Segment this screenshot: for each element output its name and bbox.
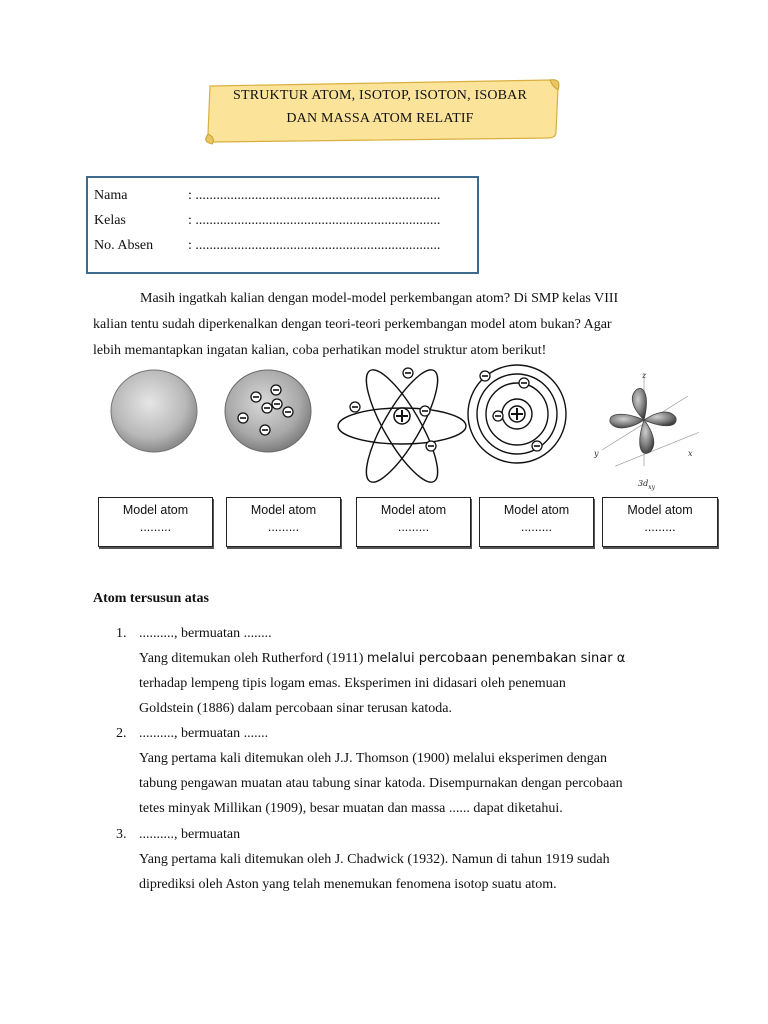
worksheet-title: [205, 84, 555, 130]
orbital-label: $3d_{xy}$: [638, 479, 655, 491]
class-field[interactable]: : ......................................................................: [188, 213, 441, 228]
list-number: 1.: [116, 626, 127, 641]
model-box-blank: .........: [520, 520, 553, 534]
model-box-blank: .........: [644, 520, 676, 534]
model-label-box-5[interactable]: [602, 497, 718, 547]
model-box-blank: .........: [139, 520, 172, 534]
orbital-model-figure: [590, 366, 700, 494]
identity-label: Nama: [94, 188, 128, 203]
intro-paragraph: [93, 286, 683, 364]
intro-line: lebih memantapkan ingatan kalian, coba perhatikan model struktur atom berikut!: [93, 343, 547, 358]
model-box-title: Model atom: [503, 503, 570, 517]
title-line-1: STRUKTUR ATOM, ISOTOP, ISOTON, ISOBAR: [232, 88, 528, 103]
axis-y-label: y: [594, 449, 599, 458]
model-box-title: Model atom: [380, 503, 447, 517]
item-text-line: [139, 651, 699, 667]
item-text-part: Yang ditemukan oleh Rutherford (1911): [139, 651, 367, 666]
list-number: 3.: [116, 827, 127, 842]
thomson-model-figure: [222, 369, 314, 455]
item-heading: .........., bermuatan ........: [139, 626, 272, 641]
list-number: 2.: [116, 726, 127, 741]
model-label-box-4[interactable]: [479, 497, 594, 547]
item-text-part: melalui percobaan penembakan sinar α: [366, 651, 626, 666]
intro-line: Masih ingatkah kalian dengan model-model perkembangan atom? Di SMP kelas VIII: [140, 291, 619, 306]
section-title: Atom tersusun atas: [93, 591, 209, 606]
model-label-box-2[interactable]: [226, 497, 341, 547]
bohr-model-figure: [466, 362, 574, 468]
item-text-line: Yang pertama kali ditemukan oleh J.J. Thomson (1900) melalui eksperimen dengan: [139, 751, 608, 766]
dalton-sphere-figure: [108, 369, 200, 455]
rutherford-model-figure: [335, 364, 469, 494]
intro-line: kalian tentu sudah diperkenalkan dengan teori-teori perkembangan model atom bukan? Agar: [93, 317, 612, 332]
absen-field[interactable]: : ......................................................................: [188, 238, 441, 253]
identity-label: Kelas: [94, 213, 126, 228]
axis-z-label: z: [642, 371, 647, 380]
model-box-title: Model atom: [250, 503, 317, 517]
item-text-line: tabung pengawan muatan atau tabung sinar katoda. Disempurnakan dengan percobaan: [139, 776, 623, 791]
item-text-line: Goldstein (1886) dalam percobaan sinar terusan katoda.: [139, 701, 452, 716]
model-box-blank: .........: [267, 520, 300, 534]
axis-x-label: x: [688, 449, 693, 458]
item-heading: .........., bermuatan: [139, 827, 241, 842]
item-text-line: terhadap lempeng tipis logam emas. Eksperimen ini didasari oleh penemuan: [139, 676, 566, 691]
student-identity-box: [86, 176, 479, 274]
model-label-box-1[interactable]: [98, 497, 213, 547]
model-label-box-3[interactable]: [356, 497, 471, 547]
name-field[interactable]: : ......................................................................: [188, 188, 441, 203]
item-text-line: tetes minyak Millikan (1909), besar muatan dan massa ...... dapat diketahui.: [139, 801, 563, 816]
item-text-line: diprediksi oleh Aston yang telah menemukan fenomena isotop suatu atom.: [139, 877, 557, 892]
model-box-title: Model atom: [122, 503, 189, 517]
title-line-2: DAN MASSA ATOM RELATIF: [286, 111, 474, 126]
model-box-title: Model atom: [627, 503, 693, 517]
model-box-blank: .........: [397, 520, 430, 534]
identity-label: No. Absen: [94, 238, 154, 253]
item-heading: .........., bermuatan .......: [139, 726, 269, 741]
item-text-line: Yang pertama kali ditemukan oleh J. Chadwick (1932). Namun di tahun 1919 sudah: [139, 852, 610, 867]
